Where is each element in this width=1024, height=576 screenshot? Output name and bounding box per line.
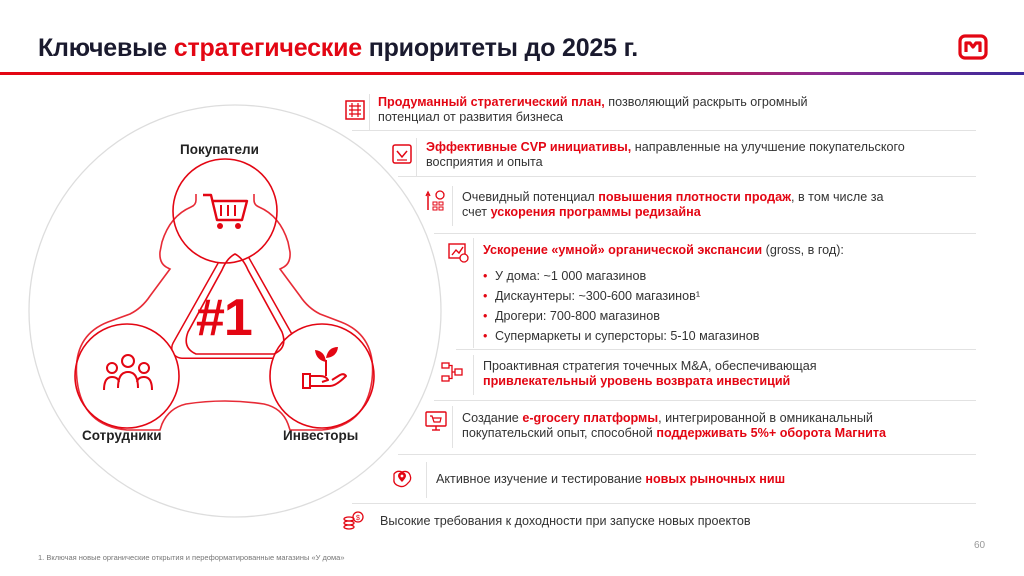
priority-new-niches: Активное изучение и тестирование новых рыночных ниш xyxy=(436,472,786,486)
divider xyxy=(398,454,976,455)
page-title: Ключевые стратегические приоритеты до 2025 г. xyxy=(38,34,639,62)
list-item: • Дискаунтеры: ~300-600 магазинов¹ xyxy=(483,286,759,306)
node-customers-label: Покупатели xyxy=(180,142,259,157)
priority-sales-density: Очевидный потенциал повышения плотности продаж, в том числе за счет ускорения программы редизайна xyxy=(462,190,884,219)
divider xyxy=(352,130,976,131)
priority-e-grocery: Создание e-grocery платформы, интегрированной в омниканальный покупательский опыт, способной поддерживать 5%+ оборота Магнита xyxy=(462,411,887,440)
people-group-icon xyxy=(102,352,154,392)
divider xyxy=(434,233,976,234)
footnote: 1. Включая новые органические открытия и переформатированные магазины «У дома» xyxy=(38,553,345,562)
cvp-icon xyxy=(391,143,413,165)
sales-density-icon xyxy=(425,190,447,212)
coins-icon xyxy=(342,509,364,531)
list-item: • У дома: ~1 000 магазинов xyxy=(483,266,759,286)
list-item: • Дрогери: 700-800 магазинов xyxy=(483,306,759,326)
list-item: • Супермаркеты и суперсторы: 5-10 магазинов xyxy=(483,326,759,346)
priority-expansion: Ускорение «умной» органической экспансии (gross, в год): xyxy=(483,243,844,257)
page-number: 60 xyxy=(974,540,986,551)
divider xyxy=(434,400,976,401)
header-gradient-line xyxy=(0,72,1024,75)
magnit-logo xyxy=(958,32,988,62)
divider xyxy=(398,176,976,177)
priority-strategic-plan: Продуманный стратегический план, позволяющий раскрыть огромный потенциал от развития бизнеса xyxy=(378,95,808,124)
divider xyxy=(456,349,976,350)
node-investors-label: Инвесторы xyxy=(283,428,359,443)
svg-text:$: $ xyxy=(356,515,360,522)
priority-profitability: Высокие требования к доходности при запуске новых проектов xyxy=(380,514,751,528)
strategy-plan-icon xyxy=(344,99,366,121)
priority-mna: Проактивная стратегия точечных M&A, обеспечивающая привлекательный уровень возврата инвестиций xyxy=(483,359,817,388)
shopping-cart-icon xyxy=(200,190,250,232)
expansion-icon xyxy=(447,241,469,263)
priority-cvp: Эффективные CVP инициативы, направленные на улучшение покупательского восприятия и опыта xyxy=(426,140,905,169)
center-rank-label: #1 xyxy=(196,289,252,347)
expansion-bullet-list xyxy=(483,266,759,346)
hand-plant-icon xyxy=(300,344,350,392)
divider xyxy=(352,503,976,504)
mna-icon xyxy=(441,361,463,383)
map-location-icon xyxy=(391,468,413,490)
e-grocery-icon xyxy=(425,410,447,432)
node-staff-label: Сотрудники xyxy=(82,428,162,443)
